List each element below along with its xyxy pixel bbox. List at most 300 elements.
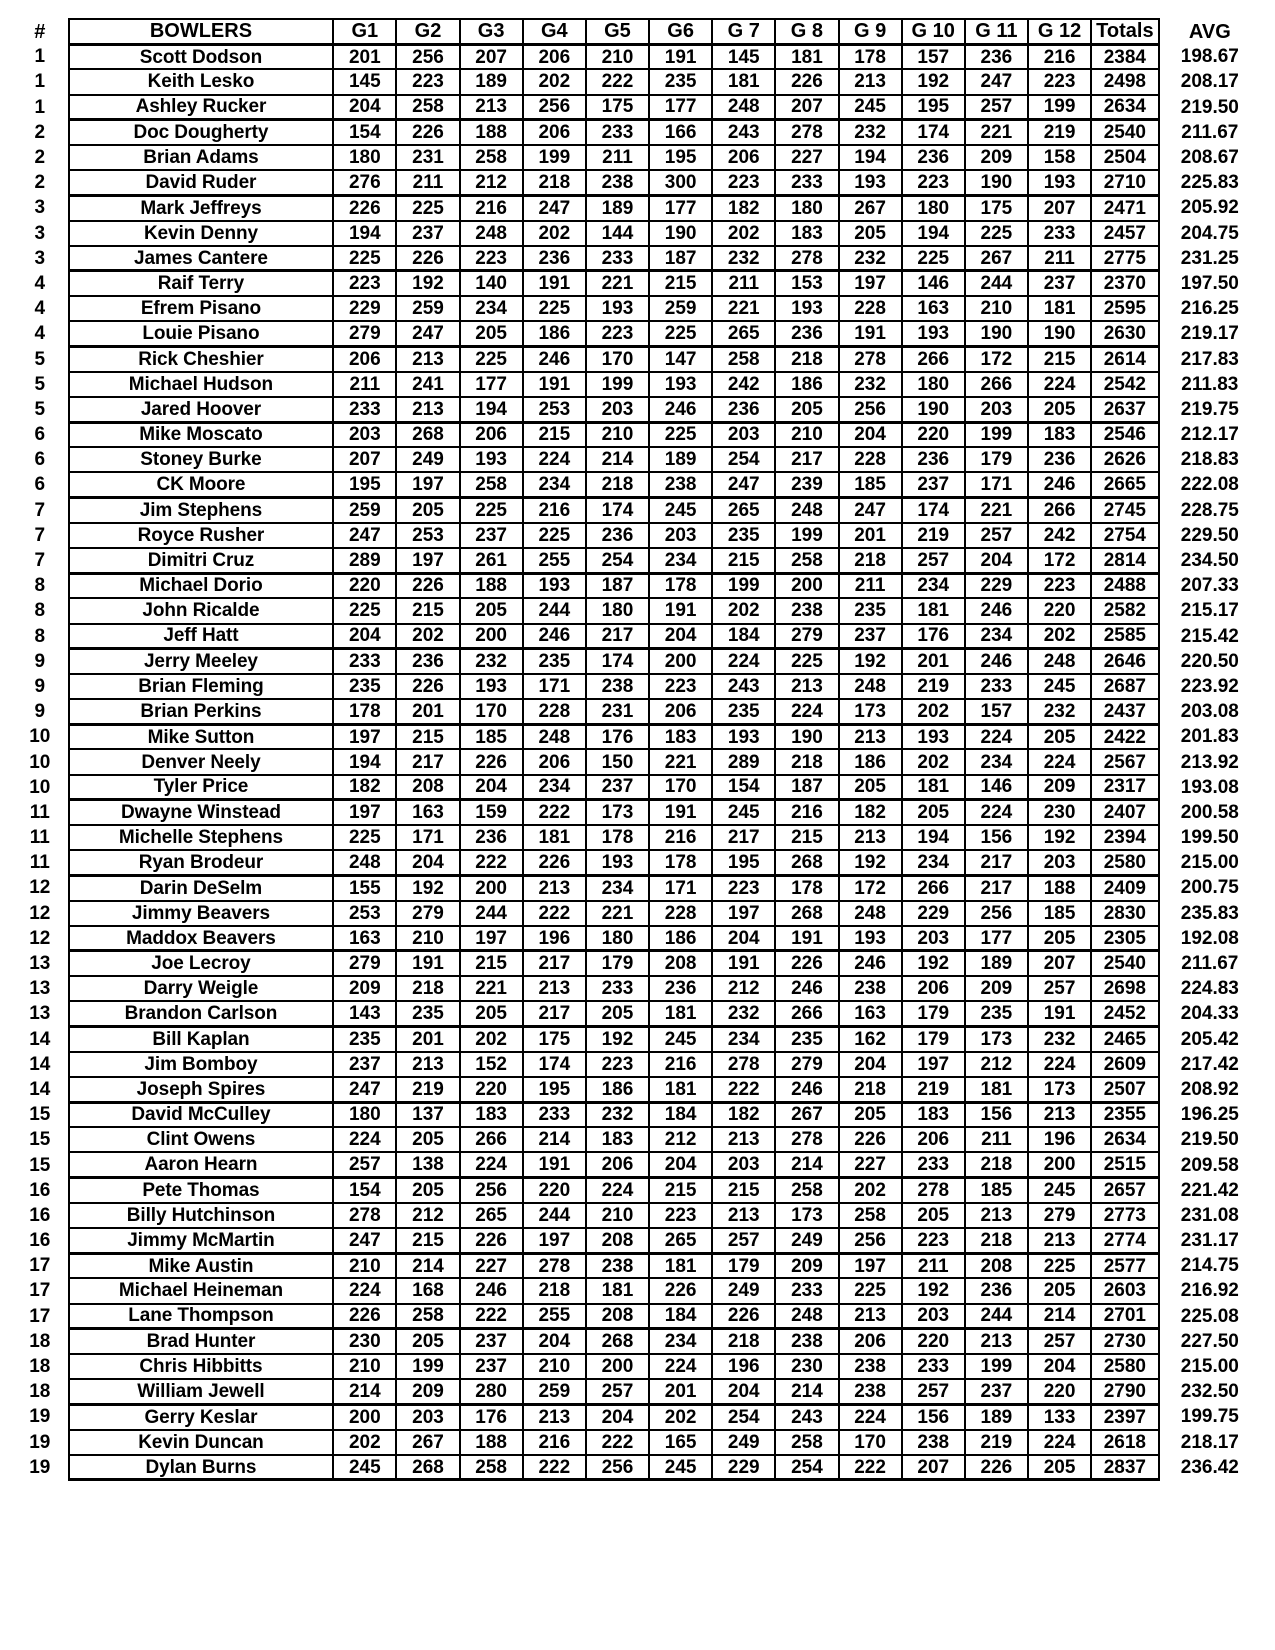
cell-game-score: 146 — [902, 271, 965, 296]
cell-game-score: 206 — [523, 749, 586, 774]
cell-game-score: 232 — [712, 246, 775, 271]
cell-game-score: 171 — [965, 472, 1028, 497]
cell-game-score: 237 — [396, 221, 459, 246]
cell-game-score: 220 — [902, 1329, 965, 1354]
cell-bowler-name: Stoney Burke — [69, 447, 334, 472]
column-header-g7: G 7 — [712, 19, 775, 44]
cell-bowler-name: Darin DeSelm — [69, 875, 334, 900]
cell-game-score: 173 — [586, 800, 649, 825]
cell-average: 224.83 — [1180, 978, 1239, 1000]
cell-game-score: 176 — [460, 1404, 523, 1429]
cell-game-score: 206 — [649, 699, 712, 724]
cell-game-score: 236 — [902, 447, 965, 472]
cell-game-score: 172 — [1028, 548, 1091, 573]
cell-game-score: 205 — [460, 1001, 523, 1026]
cell-game-score: 235 — [333, 674, 396, 699]
column-header-g11: G 11 — [965, 19, 1028, 44]
cell-game-score: 197 — [396, 472, 459, 497]
cell-game-score: 225 — [1028, 1253, 1091, 1278]
cell-bowler-name: Dimitri Cruz — [69, 548, 334, 573]
table-row — [12, 1379, 1260, 1404]
cell-game-score: 204 — [649, 624, 712, 649]
cell-rank: 17 — [29, 1255, 51, 1277]
cell-game-score: 204 — [649, 1152, 712, 1177]
cell-game-score: 215 — [775, 825, 838, 850]
cell-game-score: 206 — [586, 1152, 649, 1177]
cell-game-score: 226 — [396, 246, 459, 271]
table-row — [12, 246, 1260, 271]
cell-game-score: 200 — [649, 649, 712, 674]
cell-game-score: 225 — [460, 498, 523, 523]
cell-game-score: 217 — [775, 447, 838, 472]
table-row — [12, 321, 1260, 346]
cell-game-score: 205 — [460, 321, 523, 346]
table-row — [12, 1001, 1260, 1026]
cell-total: 2407 — [1091, 800, 1159, 825]
cell-game-score: 248 — [839, 901, 902, 926]
cell-average: 208.67 — [1180, 147, 1239, 169]
cell-average: 225.83 — [1180, 172, 1239, 194]
table-row — [12, 1152, 1260, 1177]
cell-game-score: 227 — [775, 145, 838, 170]
cell-game-score: 266 — [460, 1127, 523, 1152]
cell-game-score: 236 — [460, 825, 523, 850]
cell-game-score: 235 — [396, 1001, 459, 1026]
cell-average: 211.67 — [1181, 121, 1239, 143]
cell-average: 214.75 — [1180, 1255, 1239, 1277]
cell-game-score: 210 — [333, 1354, 396, 1379]
cell-game-score: 230 — [333, 1329, 396, 1354]
cell-rank: 10 — [29, 776, 51, 798]
cell-game-score: 234 — [649, 1329, 712, 1354]
cell-game-score: 189 — [649, 447, 712, 472]
cell-game-score: 248 — [839, 674, 902, 699]
cell-game-score: 215 — [396, 1228, 459, 1253]
cell-game-score: 203 — [649, 523, 712, 548]
cell-rank: 2 — [34, 121, 46, 143]
cell-game-score: 189 — [586, 195, 649, 220]
cell-total: 2646 — [1091, 649, 1159, 674]
table-row — [12, 775, 1260, 800]
cell-total: 2814 — [1091, 548, 1159, 573]
cell-game-score: 157 — [902, 44, 965, 69]
cell-game-score: 224 — [649, 1354, 712, 1379]
cell-rank: 3 — [34, 222, 46, 244]
cell-game-score: 223 — [1028, 573, 1091, 598]
table-row — [12, 346, 1260, 371]
cell-game-score: 206 — [523, 120, 586, 145]
cell-total: 2370 — [1091, 271, 1159, 296]
cell-game-score: 181 — [1028, 296, 1091, 321]
cell-game-score: 205 — [460, 598, 523, 623]
cell-game-score: 224 — [333, 1127, 396, 1152]
cell-game-score: 204 — [1028, 1354, 1091, 1379]
cell-rank: 5 — [34, 373, 46, 395]
cell-game-score: 211 — [586, 145, 649, 170]
cell-game-score: 191 — [839, 321, 902, 346]
cell-game-score: 278 — [333, 1203, 396, 1228]
cell-game-score: 193 — [460, 447, 523, 472]
cell-game-score: 213 — [1028, 1102, 1091, 1127]
cell-game-score: 211 — [333, 372, 396, 397]
cell-game-score: 257 — [1028, 976, 1091, 1001]
cell-game-score: 238 — [902, 1430, 965, 1455]
cell-average: 227.50 — [1180, 1330, 1239, 1352]
cell-game-score: 259 — [523, 1379, 586, 1404]
cell-rank: 4 — [34, 272, 46, 294]
cell-game-score: 225 — [775, 649, 838, 674]
cell-game-score: 180 — [902, 372, 965, 397]
cell-game-score: 258 — [460, 1455, 523, 1480]
cell-bowler-name: Jim Stephens — [69, 498, 334, 523]
cell-game-score: 218 — [523, 1278, 586, 1303]
cell-game-score: 278 — [775, 246, 838, 271]
cell-game-score: 233 — [902, 1354, 965, 1379]
cell-game-score: 258 — [775, 1178, 838, 1203]
cell-game-score: 221 — [586, 901, 649, 926]
cell-game-score: 254 — [586, 548, 649, 573]
cell-game-score: 210 — [586, 1203, 649, 1228]
cell-game-score: 247 — [396, 321, 459, 346]
cell-game-score: 239 — [775, 472, 838, 497]
cell-game-score: 171 — [649, 875, 712, 900]
cell-bowler-name: William Jewell — [69, 1379, 334, 1404]
cell-game-score: 186 — [775, 372, 838, 397]
cell-game-score: 218 — [775, 749, 838, 774]
cell-game-score: 268 — [396, 1455, 459, 1480]
column-header-rank: # — [34, 20, 46, 43]
cell-game-score: 170 — [460, 699, 523, 724]
cell-game-score: 232 — [460, 649, 523, 674]
cell-game-score: 232 — [1028, 1027, 1091, 1052]
cell-game-score: 267 — [965, 246, 1028, 271]
cell-game-score: 226 — [523, 850, 586, 875]
cell-game-score: 247 — [333, 1228, 396, 1253]
cell-game-score: 278 — [902, 1178, 965, 1203]
cell-average: 192.08 — [1180, 927, 1239, 949]
cell-game-score: 209 — [775, 1253, 838, 1278]
table-row — [12, 901, 1260, 926]
cell-game-score: 215 — [396, 598, 459, 623]
cell-bowler-name: Jeff Hatt — [69, 624, 334, 649]
cell-game-score: 234 — [586, 875, 649, 900]
cell-total: 2504 — [1091, 145, 1159, 170]
cell-game-score: 194 — [902, 825, 965, 850]
cell-game-score: 180 — [775, 195, 838, 220]
cell-game-score: 219 — [902, 523, 965, 548]
cell-game-score: 193 — [775, 296, 838, 321]
cell-game-score: 203 — [712, 422, 775, 447]
cell-game-score: 249 — [712, 1278, 775, 1303]
cell-rank: 7 — [34, 499, 46, 521]
cell-bowler-name: Maddox Beavers — [69, 926, 334, 951]
cell-total: 2603 — [1091, 1278, 1159, 1303]
cell-average: 218.17 — [1180, 1431, 1239, 1453]
cell-game-score: 213 — [775, 674, 838, 699]
cell-game-score: 237 — [586, 775, 649, 800]
cell-game-score: 223 — [333, 271, 396, 296]
cell-game-score: 257 — [965, 95, 1028, 120]
cell-bowler-name: Lane Thompson — [69, 1304, 334, 1329]
table-row — [12, 271, 1260, 296]
cell-game-score: 225 — [902, 246, 965, 271]
cell-game-score: 191 — [649, 44, 712, 69]
table-row — [12, 1203, 1260, 1228]
cell-total: 2546 — [1091, 422, 1159, 447]
cell-game-score: 181 — [712, 69, 775, 94]
cell-game-score: 266 — [775, 1001, 838, 1026]
cell-game-score: 246 — [460, 1278, 523, 1303]
cell-game-score: 218 — [965, 1152, 1028, 1177]
cell-game-score: 211 — [839, 573, 902, 598]
cell-game-score: 197 — [902, 1052, 965, 1077]
cell-game-score: 199 — [1028, 95, 1091, 120]
cell-bowler-name: Clint Owens — [69, 1127, 334, 1152]
cell-game-score: 210 — [965, 296, 1028, 321]
cell-game-score: 236 — [712, 397, 775, 422]
cell-game-score: 188 — [460, 120, 523, 145]
cell-game-score: 218 — [523, 170, 586, 195]
cell-game-score: 206 — [333, 346, 396, 371]
cell-game-score: 216 — [523, 498, 586, 523]
cell-rank: 3 — [34, 247, 46, 269]
cell-game-score: 181 — [649, 1001, 712, 1026]
cell-bowler-name: Joseph Spires — [69, 1077, 334, 1102]
cell-game-score: 201 — [396, 699, 459, 724]
cell-game-score: 213 — [523, 875, 586, 900]
cell-game-score: 179 — [712, 1253, 775, 1278]
cell-bowler-name: Gerry Keslar — [69, 1404, 334, 1429]
cell-game-score: 245 — [649, 1455, 712, 1480]
cell-game-score: 230 — [775, 1354, 838, 1379]
table-row — [12, 875, 1260, 900]
cell-game-score: 279 — [775, 1052, 838, 1077]
cell-game-score: 186 — [839, 749, 902, 774]
cell-total: 2515 — [1091, 1152, 1159, 1177]
cell-game-score: 205 — [839, 1102, 902, 1127]
cell-average: 234.50 — [1180, 550, 1239, 572]
cell-game-score: 205 — [396, 1127, 459, 1152]
cell-bowler-name: Brian Fleming — [69, 674, 334, 699]
cell-rank: 18 — [29, 1330, 51, 1352]
cell-game-score: 210 — [586, 44, 649, 69]
cell-game-score: 245 — [1028, 674, 1091, 699]
cell-game-score: 190 — [965, 321, 1028, 346]
column-header-g9: G 9 — [839, 19, 902, 44]
cell-game-score: 203 — [1028, 850, 1091, 875]
cell-game-score: 223 — [649, 674, 712, 699]
cell-game-score: 170 — [649, 775, 712, 800]
cell-game-score: 156 — [965, 825, 1028, 850]
table-body — [12, 44, 1260, 1480]
cell-game-score: 214 — [1028, 1304, 1091, 1329]
cell-game-score: 214 — [775, 1152, 838, 1177]
cell-average: 208.17 — [1180, 71, 1239, 93]
cell-game-score: 223 — [712, 875, 775, 900]
cell-game-score: 188 — [460, 1430, 523, 1455]
cell-game-score: 238 — [586, 170, 649, 195]
cell-game-score: 214 — [396, 1253, 459, 1278]
cell-game-score: 193 — [839, 170, 902, 195]
cell-game-score: 246 — [649, 397, 712, 422]
cell-game-score: 163 — [396, 800, 459, 825]
cell-game-score: 162 — [839, 1027, 902, 1052]
cell-total: 2634 — [1091, 95, 1159, 120]
cell-game-score: 266 — [1028, 498, 1091, 523]
cell-game-score: 246 — [965, 598, 1028, 623]
cell-total: 2585 — [1091, 624, 1159, 649]
cell-game-score: 289 — [333, 548, 396, 573]
cell-rank: 19 — [29, 1406, 51, 1428]
cell-game-score: 174 — [902, 498, 965, 523]
cell-game-score: 218 — [965, 1228, 1028, 1253]
cell-game-score: 221 — [649, 749, 712, 774]
cell-game-score: 224 — [1028, 1052, 1091, 1077]
cell-average: 215.42 — [1180, 625, 1239, 647]
cell-game-score: 163 — [333, 926, 396, 951]
cell-game-score: 300 — [649, 170, 712, 195]
cell-game-score: 247 — [333, 1077, 396, 1102]
cell-game-score: 173 — [839, 699, 902, 724]
cell-game-score: 220 — [460, 1077, 523, 1102]
cell-game-score: 226 — [460, 749, 523, 774]
cell-game-score: 236 — [1028, 447, 1091, 472]
cell-game-score: 232 — [1028, 699, 1091, 724]
cell-bowler-name: Mike Austin — [69, 1253, 334, 1278]
cell-game-score: 235 — [965, 1001, 1028, 1026]
cell-bowler-name: Bill Kaplan — [69, 1027, 334, 1052]
cell-game-score: 279 — [1028, 1203, 1091, 1228]
table-row — [12, 95, 1260, 120]
cell-game-score: 218 — [839, 1077, 902, 1102]
cell-game-score: 144 — [586, 221, 649, 246]
cell-game-score: 279 — [333, 951, 396, 976]
cell-game-score: 183 — [1028, 422, 1091, 447]
cell-game-score: 217 — [965, 850, 1028, 875]
cell-game-score: 204 — [333, 95, 396, 120]
column-header-g1: G1 — [333, 19, 396, 44]
cell-game-score: 221 — [965, 498, 1028, 523]
cell-game-score: 222 — [460, 850, 523, 875]
cell-game-score: 236 — [586, 523, 649, 548]
cell-game-score: 259 — [396, 296, 459, 321]
cell-game-score: 223 — [902, 1228, 965, 1253]
cell-game-score: 205 — [396, 498, 459, 523]
cell-game-score: 221 — [586, 271, 649, 296]
cell-game-score: 186 — [523, 321, 586, 346]
cell-game-score: 190 — [649, 221, 712, 246]
cell-game-score: 217 — [396, 749, 459, 774]
cell-game-score: 196 — [712, 1354, 775, 1379]
column-header-g3: G3 — [460, 19, 523, 44]
cell-game-score: 213 — [839, 1304, 902, 1329]
cell-game-score: 224 — [839, 1404, 902, 1429]
cell-game-score: 228 — [839, 447, 902, 472]
cell-game-score: 199 — [775, 523, 838, 548]
cell-game-score: 197 — [839, 1253, 902, 1278]
cell-game-score: 233 — [586, 120, 649, 145]
cell-rank: 6 — [34, 474, 46, 496]
table-row — [12, 69, 1260, 94]
cell-game-score: 158 — [1028, 145, 1091, 170]
cell-total: 2567 — [1091, 749, 1159, 774]
cell-game-score: 248 — [775, 498, 838, 523]
cell-game-score: 215 — [523, 422, 586, 447]
cell-game-score: 247 — [965, 69, 1028, 94]
cell-rank: 1 — [34, 96, 46, 118]
cell-rank: 16 — [29, 1230, 51, 1252]
cell-game-score: 133 — [1028, 1404, 1091, 1429]
cell-game-score: 183 — [460, 1102, 523, 1127]
cell-game-score: 265 — [712, 321, 775, 346]
cell-bowler-name: Royce Rusher — [69, 523, 334, 548]
cell-game-score: 217 — [965, 875, 1028, 900]
cell-bowler-name: Keith Lesko — [69, 69, 334, 94]
cell-rank: 15 — [29, 1129, 51, 1151]
cell-game-score: 203 — [965, 397, 1028, 422]
cell-game-score: 247 — [712, 472, 775, 497]
cell-game-score: 224 — [460, 1152, 523, 1177]
cell-game-score: 192 — [396, 271, 459, 296]
cell-game-score: 229 — [965, 573, 1028, 598]
cell-total: 2471 — [1091, 195, 1159, 220]
cell-game-score: 276 — [333, 170, 396, 195]
cell-game-score: 235 — [712, 523, 775, 548]
table-row — [12, 1102, 1260, 1127]
cell-game-score: 216 — [1028, 44, 1091, 69]
cell-game-score: 258 — [396, 95, 459, 120]
cell-game-score: 267 — [775, 1102, 838, 1127]
cell-game-score: 256 — [839, 1228, 902, 1253]
cell-total: 2609 — [1091, 1052, 1159, 1077]
cell-game-score: 245 — [649, 498, 712, 523]
cell-game-score: 236 — [965, 44, 1028, 69]
cell-game-score: 189 — [965, 951, 1028, 976]
cell-average: 213.92 — [1180, 751, 1239, 773]
cell-total: 2540 — [1091, 951, 1159, 976]
table-row — [12, 1127, 1260, 1152]
cell-game-score: 265 — [712, 498, 775, 523]
cell-rank: 4 — [34, 323, 46, 345]
cell-game-score: 191 — [523, 271, 586, 296]
column-header-g4: G4 — [523, 19, 586, 44]
cell-game-score: 191 — [1028, 1001, 1091, 1026]
cell-game-score: 183 — [775, 221, 838, 246]
column-header-g2: G2 — [396, 19, 459, 44]
cell-total: 2626 — [1091, 447, 1159, 472]
table-row — [12, 120, 1260, 145]
cell-game-score: 206 — [523, 44, 586, 69]
cell-game-score: 202 — [333, 1430, 396, 1455]
cell-game-score: 173 — [965, 1027, 1028, 1052]
cell-bowler-name: Mark Jeffreys — [69, 195, 334, 220]
cell-rank: 8 — [34, 625, 46, 647]
cell-game-score: 190 — [775, 724, 838, 749]
cell-game-score: 177 — [965, 926, 1028, 951]
cell-game-score: 228 — [839, 296, 902, 321]
table-row — [12, 170, 1260, 195]
cell-game-score: 200 — [775, 573, 838, 598]
cell-game-score: 145 — [712, 44, 775, 69]
cell-game-score: 197 — [333, 800, 396, 825]
cell-game-score: 219 — [396, 1077, 459, 1102]
cell-game-score: 233 — [333, 397, 396, 422]
cell-game-score: 235 — [649, 69, 712, 94]
cell-game-score: 194 — [902, 221, 965, 246]
cell-rank: 8 — [34, 600, 46, 622]
cell-bowler-name: David Ruder — [69, 170, 334, 195]
cell-game-score: 180 — [333, 1102, 396, 1127]
